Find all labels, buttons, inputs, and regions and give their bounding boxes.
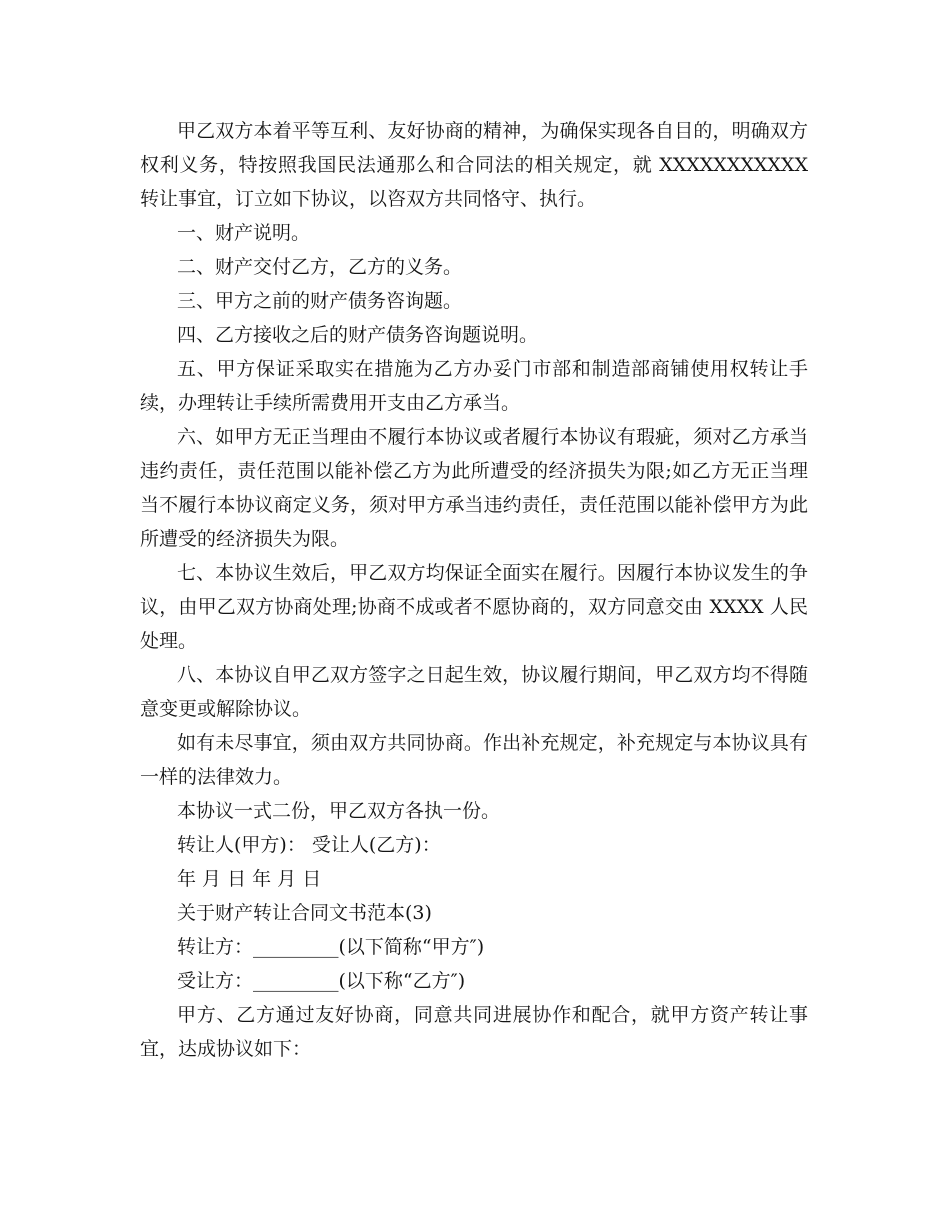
paragraph-preamble: 甲乙双方本着平等互利、友好协商的精神，为确保实现各自目的，明确双方权利义务，特按照我国民法通那么和合同法的相关规定，就 XXXXXXXXXXX 转让事宜，订立如下协议，以咨双方共同恪守、执行。 <box>140 120 815 210</box>
paragraph-clause-5: 五、甲方保证采取实在措施为乙方办妥门市部和制造部商铺使用权转让手续，办理转让手续所需费用开支由乙方承当。 <box>140 358 808 414</box>
paragraph-clause-8: 八、本协议自甲乙双方签字之日起生效，协议履行期间，甲乙双方均不得随意变更或解除协议。 <box>140 664 808 720</box>
paragraph-clause-3: 三、甲方之前的财产债务咨询题。 <box>177 290 463 312</box>
paragraph-clause-7: 七、本协议生效后，甲乙双方均保证全面实在履行。因履行本协议发生的争议，由甲乙双方协商处理;协商不成或者不愿协商的，双方同意交由 XXXX 人民处理。 <box>140 562 808 652</box>
paragraph-copies: 本协议一式二份，甲乙双方各执一份。 <box>177 800 501 822</box>
paragraph-supplement: 如有未尽事宜，须由双方共同协商。作出补充规定，补充规定与本协议具有一样的法律效力。 <box>140 732 808 788</box>
paragraph-clause-6: 六、如甲方无正当理由不履行本协议或者履行本协议有瑕疵，须对乙方承当违约责任，责任范围以能补偿乙方为此所遭受的经济损失为限;如乙方无正当理当不履行本协议商定义务，须对甲方承当违约责任，责任范围以能补偿甲方为此所遭受的经济损失为限。 <box>140 426 808 550</box>
signature-parties: 转让人(甲方)： 受让人(乙方)： <box>177 834 441 856</box>
document-body <box>140 114 815 1066</box>
paragraph-agreement-intro: 甲方、乙方通过友好协商，同意共同进展协作和配合，就甲方资产转让事宜，达成协议如下： <box>140 1004 808 1060</box>
transferor-line: 转让方：_________(以下简称“甲方″) <box>177 936 485 958</box>
paragraph-clause-4: 四、乙方接收之后的财产债务咨询题说明。 <box>177 324 539 346</box>
paragraph-clause-2: 二、财产交付乙方，乙方的义务。 <box>177 256 463 278</box>
transferee-line: 受让方：_________(以下称“乙方″) <box>177 970 466 992</box>
section-title: 关于财产转让合同文书范本(3) <box>177 902 432 924</box>
signature-dates: 年 月 日 年 月 日 <box>177 868 322 890</box>
paragraph-clause-1: 一、财产说明。 <box>177 222 311 244</box>
